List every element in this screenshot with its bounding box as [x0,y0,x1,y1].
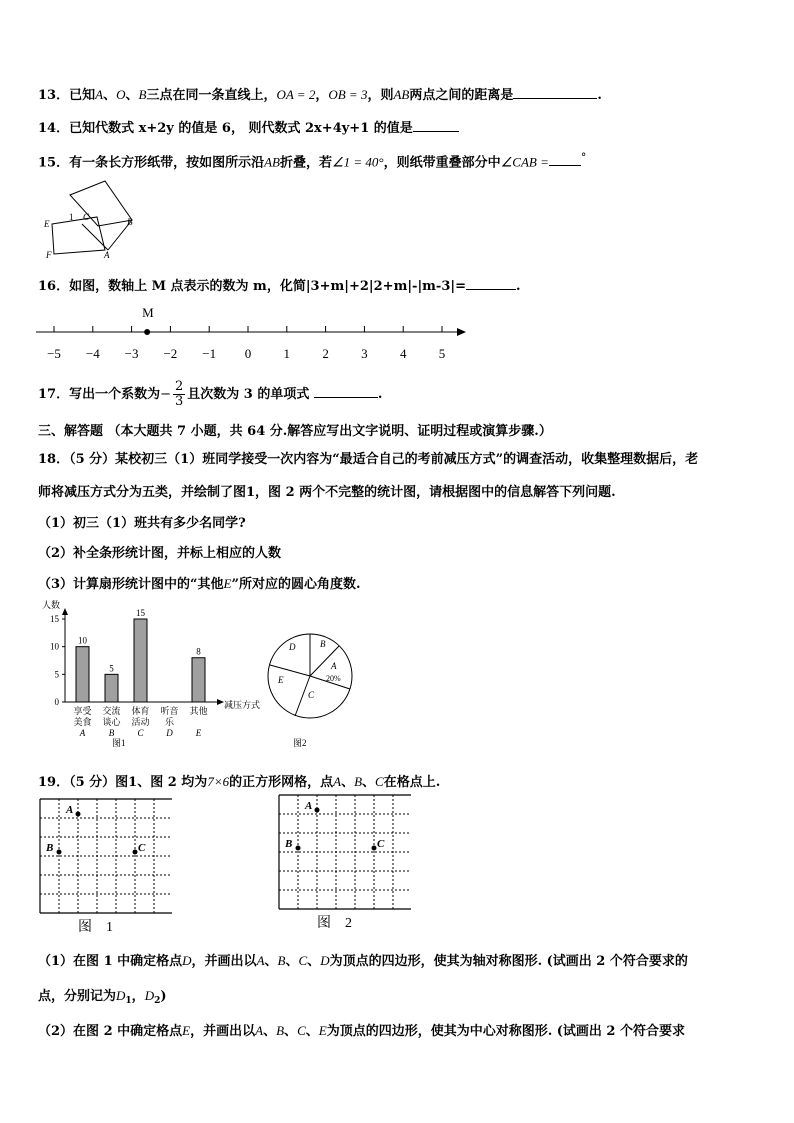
question-16 [38,275,521,294]
q19-sub2-e: E [182,1023,191,1038]
q19-sub2-text: 为顶点的四边形，使其为中心对称图形. (试画出 2 个符合要求 [326,1024,686,1039]
answer-blank[interactable] [314,385,378,398]
number-line-arrow [457,328,466,336]
category-label: 交流 [102,706,121,716]
q17-end: . [377,387,383,402]
fold-label-f: F [46,250,52,260]
q19-c: C [375,774,384,789]
q15-angle: ∠1 = 40° [332,154,384,170]
q18-sub3-text: （3）计算扇形统计图中的“其他 [38,577,224,592]
fold-label-e: E [44,219,50,229]
number-line-tick-label: 2 [322,346,329,361]
fold-label-c: C [83,212,90,222]
q13-ob: OB = 3 [328,87,368,102]
grid1-label-c: C [138,842,146,854]
category-letter: D [166,728,173,738]
q18-line2: 师将减压方式分为五类，并绘制了图1，图 2 两个不完整的统计图，请根据图中的信息解答下列问题. [38,485,616,500]
q17-numerator: 2 [175,379,184,394]
q19-b: B [354,774,363,789]
q19-sub2-line1 [38,1020,685,1039]
category-label: 享受 [73,706,92,716]
y-axis-arrow [62,608,68,615]
q19-sub1-sep: 、 [307,954,321,969]
q19-text: 在格点上. [383,775,441,790]
pie-label-a: A [331,661,337,671]
bar [192,658,205,702]
bar-value-label: 5 [109,663,114,674]
question-19 [38,771,440,790]
q19-sep: 、 [362,775,376,790]
number-line-tick-label: −5 [47,346,61,361]
q13-point-o: O [116,87,126,102]
pie-label-e: E [278,675,284,685]
pie-divider [270,665,310,676]
q19-a: A [333,774,342,789]
pie-label-d: D [289,642,296,652]
q16-end: . [516,279,521,294]
category-letter: B [108,728,115,738]
category-label: 活动 [131,717,150,727]
number-line-tick-label: 3 [361,346,368,361]
y-tick-label: 5 [54,669,59,680]
q18-sub3-e: E [223,576,232,591]
grid2-label-c: C [377,838,385,850]
q19-sep: 、 [341,775,355,790]
answer-blank[interactable] [513,86,597,99]
q13-oa: OA = 2 [276,87,316,102]
q19-dims: 7×6 [207,774,230,789]
q19-sub2-sep: 、 [284,1024,298,1039]
q19-sub2-c: C [297,1023,306,1038]
bar-chart [40,598,260,754]
y-tick-label: 0 [54,697,59,707]
q19-sub1-text: 为顶点的四边形，使其为轴对称图形. (试画出 2 个符合要求的 [329,954,688,969]
q19-sub2-a: A [255,1023,264,1038]
grid2-point-c [372,846,377,851]
category-label: 听音 [160,706,179,716]
grid2-caption: 图 2 [317,916,352,931]
category-label: 谈心 [102,717,121,727]
q13-point-b: B [138,87,147,102]
section-header: 三、解答题 （本大题共 7 小题，共 64 分.解答应写出文字说明、证明过程或演算步骤.） [38,424,552,439]
grid1-point-c [133,850,138,855]
grid-figure-1 [38,797,172,937]
q19-sub1-b: B [277,953,286,968]
point-m-label: M [142,305,154,320]
pie-label-b: B [320,639,326,649]
y-tick-label: 15 [50,614,59,624]
q18-sub3-text: ”所对应的圆心角度数. [231,577,361,592]
grid1-point-b [57,850,62,855]
x-axis-arrow [217,699,224,705]
q19-text: 19．（5 分）图1、图 2 均为 [38,775,208,790]
q19-sub1-sep: 、 [285,954,299,969]
bar [76,647,89,702]
bar-value-label: 15 [136,608,145,618]
fold-line-ca [82,224,108,250]
q16-text: 16．如图，数轴上 M 点表示的数为 m，化简|3+m|+2|2+m|-|m-3|= [38,279,466,294]
fold-label-b: B [127,217,133,227]
q19-d1: D [116,988,126,1003]
q13-sep: 、 [125,88,139,103]
q19-sub1-line2 [38,985,167,1006]
question-17 [38,380,382,409]
grid1-label-a: A [66,804,74,816]
q15-text: 折叠，若 [279,155,332,171]
q19-text: 的正方形网格，点 [229,775,334,790]
bar [134,619,147,702]
grid2-label-b: B [285,838,293,850]
q13-number: 13． [38,88,70,103]
pie-caption: 图2 [293,738,307,748]
q18-sub3 [38,573,361,592]
q15-degree: ° [580,151,587,164]
q15-text: ，则纸带重叠部分中 [383,155,501,171]
bar-value-label: 10 [78,635,87,646]
q13-point-a: A [95,87,104,102]
grid-figure-2 [277,793,411,933]
fold-figure [40,178,140,262]
q13-sep: ， [315,88,329,103]
q13-text: 两点之间的距离是 [409,88,514,103]
answer-blank[interactable] [466,277,516,290]
category-letter: C [137,728,144,738]
number-line-tick-label: 4 [399,346,407,361]
category-label: 美食 [73,717,92,727]
q19-sub2-text: （2）在图 2 中确定格点 [38,1024,183,1039]
fold-label-a: A [104,250,110,260]
chart-caption: 图1 [112,738,126,748]
grid2-label-a: A [305,800,313,812]
q19-sub1-sep: ， [131,989,145,1004]
q18-sub1: （1）初三（1）班共有多少名同学? [38,516,246,531]
q19-sub2-sep: 、 [305,1024,319,1039]
grid1-label-b: B [46,842,54,854]
q17-denominator: 3 [175,394,184,409]
q19-sub2-b: B [276,1023,285,1038]
answer-blank[interactable] [413,119,459,132]
category-label: 其他 [189,706,208,716]
q13-end: . [597,88,602,103]
point-m [144,329,150,335]
q18-sub2: （2）补全条形统计图，并标上相应的人数 [38,546,282,561]
question-15 [38,151,586,170]
grid2-point-b [296,846,301,851]
q13-text: ，则 [367,88,394,103]
q14-text: 14．已知代数式 x+2y 的值是 6， 则代数式 2x+4y+1 的值是 [38,121,413,136]
y-axis-label: 人数 [42,600,61,610]
q19-sub1-text: 点，分别记为 [38,989,117,1004]
q19-sub2-text: ，并画出以 [190,1024,256,1039]
y-tick-label: 10 [50,641,59,652]
number-line-tick-label: −3 [124,346,139,361]
category-letter: E [195,728,202,738]
bar-value-label: 8 [196,646,201,657]
q17-minus: − [160,387,171,402]
q13-sep: 、 [103,88,117,103]
grid2-point-a [315,808,320,813]
q19-sub1-line1 [38,950,688,969]
q19-sub2-e: E [318,1023,327,1038]
number-line-tick-label: 5 [438,346,446,361]
q19-sub1-d: D [182,953,192,968]
category-label: 乐 [164,717,175,727]
grid1-caption: 图 1 [78,920,113,935]
number-line [36,302,470,364]
category-label: 体育 [131,706,150,716]
q13-ab: AB [393,87,410,102]
category-letter: A [79,728,86,738]
fold-label-1: 1 [69,212,74,222]
number-line-tick-label: 1 [283,346,291,361]
question-14 [38,117,459,136]
x-axis-label: 减压方式 [224,700,260,710]
number-line-tick-label: −1 [202,346,217,361]
q19-sub1-text: ) [160,989,167,1004]
q19-sub1-d: D [320,953,330,968]
number-line-tick-label: 0 [244,346,252,361]
q17-fraction [173,380,185,409]
q17-text: 且次数为 3 的单项式 [187,387,310,402]
pie-percent-a: 20% [326,674,341,683]
q19-sub1-text: （1）在图 1 中确定格点 [38,954,183,969]
number-line-tick-label: −4 [85,346,100,361]
pie-label-c: C [308,690,315,700]
number-line-tick-label: −2 [163,346,178,361]
q19-d1-sub: 1 [125,996,132,1006]
q15-text: 15．有一条长方形纸带，按如图所示沿 [38,155,265,171]
q19-sub1-sep: 、 [264,954,278,969]
q15-cab: ∠CAB = [500,154,549,170]
fold-left-strip [52,217,105,254]
bar [105,674,118,702]
grid1-point-a [76,812,81,817]
q15-ab: AB [264,154,280,170]
q19-d2-sub: 2 [154,996,161,1006]
q18-line1: 18．（5 分）某校初三（1）班同学接受一次内容为“最适合自己的考前减压方式”的调查活动，收集整理数据后，老 [38,452,699,467]
answer-blank[interactable] [549,153,581,166]
q13-text: 三点在同一条直线上， [146,88,277,103]
q19-sub1-text: ，并画出以 [191,954,257,969]
q17-text: 17．写出一个系数为 [38,387,161,402]
pie-chart [262,628,362,750]
question-13 [38,84,602,103]
q13-text: 已知 [69,88,96,103]
q19-sub1-a: A [256,953,265,968]
q19-d2: D [144,988,155,1003]
q19-sub1-c: C [298,953,308,968]
q19-sub2-sep: 、 [263,1024,277,1039]
